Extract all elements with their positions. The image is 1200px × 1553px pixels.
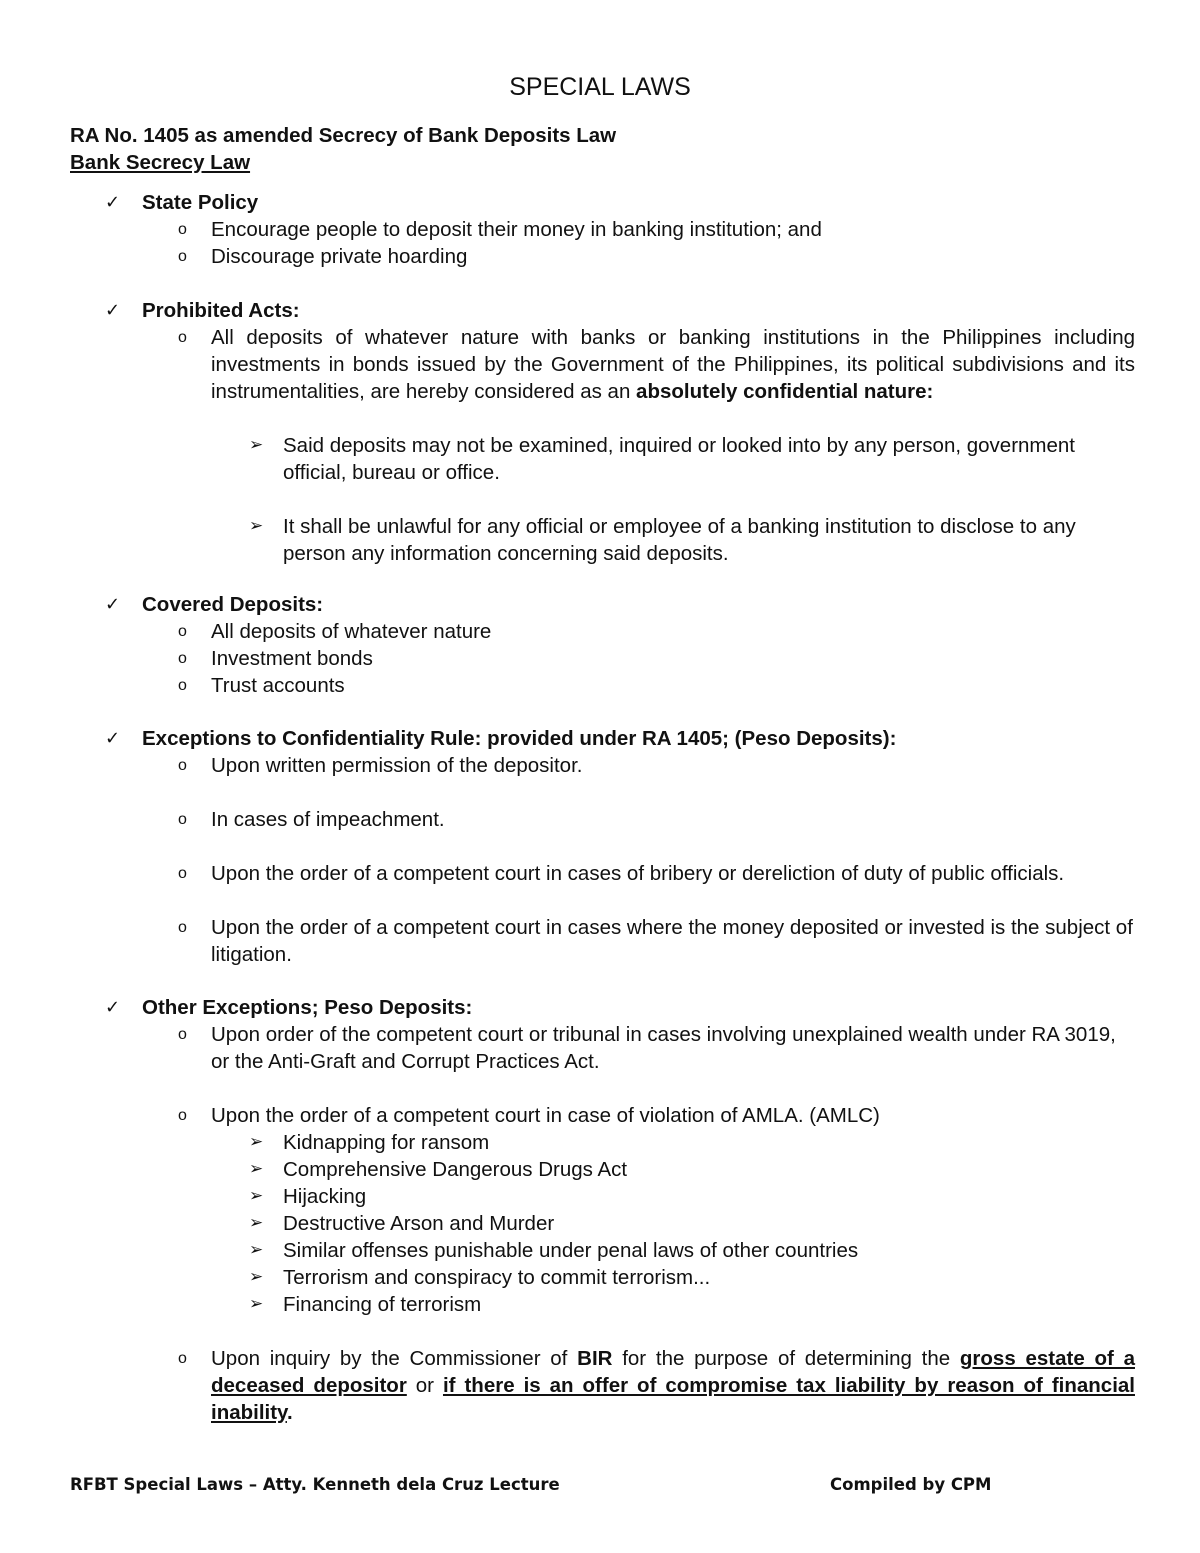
checkmark-icon: ✓ <box>105 594 121 615</box>
list-item: o Discourage private hoarding <box>178 245 468 268</box>
sub-list-item: ➢ Said deposits may not be examined, inquired or looked into by any person, government official, bureau or office. <box>249 434 1076 484</box>
sub-list-item: ➢ Kidnapping for ransom <box>249 1131 490 1154</box>
law-alias: Bank Secrecy Law <box>70 151 251 174</box>
footer-left: RFBT Special Laws – Atty. Kenneth dela Cruz Lecture <box>70 1475 560 1494</box>
circle-bullet-icon: o <box>178 623 187 640</box>
arrow-bullet-icon: ➢ <box>249 1294 264 1314</box>
circle-bullet-icon: o <box>178 757 187 774</box>
sub-list-item: ➢ Hijacking <box>249 1185 367 1208</box>
list-item: o Trust accounts <box>178 674 345 697</box>
section-prohibited-acts <box>105 297 1135 567</box>
sub-list-item: ➢ It shall be unlawful for any official or employee of a banking institution to disclose to any person any information concerning said deposits. <box>249 515 1076 565</box>
list-item: o All deposits of whatever nature <box>178 620 492 643</box>
circle-bullet-icon: o <box>178 248 187 265</box>
arrow-bullet-icon: ➢ <box>249 1240 264 1260</box>
list-item: o Encourage people to deposit their money in banking institution; and <box>178 218 822 241</box>
section-title: Other Exceptions; Peso Deposits: <box>142 996 473 1019</box>
arrow-bullet-icon: ➢ <box>249 1132 264 1152</box>
list-item: o Upon the order of a competent court in cases of bribery or dereliction of duty of public officials. <box>178 862 1065 885</box>
section-other-exceptions <box>105 994 1135 1426</box>
sub-list-item: ➢ Destructive Arson and Murder <box>249 1212 555 1235</box>
checkmark-icon: ✓ <box>105 997 121 1018</box>
circle-bullet-icon: o <box>178 1350 187 1367</box>
sub-list-item: ➢ Comprehensive Dangerous Drugs Act <box>249 1158 628 1181</box>
arrow-bullet-icon: ➢ <box>249 1159 264 1179</box>
list-item: o Upon the order of a competent court in case of violation of AMLA. (AMLC) <box>178 1104 880 1127</box>
list-item: o Upon inquiry by the Commissioner of BIR for the purpose of determining the gross estate of a deceased depositor or if there is an offer of compromise tax liability by reason of financial inability. <box>178 1347 1135 1424</box>
footer-right: Compiled by CPM <box>830 1475 992 1494</box>
arrow-bullet-icon: ➢ <box>249 435 264 455</box>
section-title: Prohibited Acts: <box>142 299 300 322</box>
circle-bullet-icon: o <box>178 650 187 667</box>
section-title: State Policy <box>142 191 259 214</box>
section-covered-deposits <box>105 591 1135 699</box>
sub-list-item: ➢ Terrorism and conspiracy to commit terrorism... <box>249 1266 711 1289</box>
law-title: RA No. 1405 as amended Secrecy of Bank Deposits Law <box>70 124 617 147</box>
sub-list-item: ➢ Similar offenses punishable under penal laws of other countries <box>249 1239 859 1262</box>
arrow-bullet-icon: ➢ <box>249 1186 264 1206</box>
checkmark-icon: ✓ <box>105 192 121 213</box>
list-item: o In cases of impeachment. <box>178 808 445 831</box>
list-item: o Upon written permission of the depositor. <box>178 754 583 777</box>
circle-bullet-icon: o <box>178 811 187 828</box>
section-exceptions <box>105 725 1135 968</box>
sub-list-item: ➢ Financing of terrorism <box>249 1293 482 1316</box>
circle-bullet-icon: o <box>178 865 187 882</box>
circle-bullet-icon: o <box>178 1107 187 1124</box>
list-item: o Investment bonds <box>178 647 373 670</box>
section-state-policy <box>105 189 1135 270</box>
page-title: SPECIAL LAWS <box>509 73 691 101</box>
list-item: o Upon order of the competent court or tribunal in cases involving unexplained wealth under RA 3019, or the Anti-Graft and Corrupt Practices Act. <box>178 1023 1116 1073</box>
circle-bullet-icon: o <box>178 221 187 238</box>
section-title: Exceptions to Confidentiality Rule: provided under RA 1405; (Peso Deposits): <box>142 727 897 750</box>
list-item: o All deposits of whatever nature with banks or banking institutions in the Philippines including investments in bonds issued by the Government of the Philippines, its political subdivisions and its instrumentalities, are hereby considered as an absolutely confidential nature: <box>178 326 1135 403</box>
checkmark-icon: ✓ <box>105 300 121 321</box>
arrow-bullet-icon: ➢ <box>249 1213 264 1233</box>
checkmark-icon: ✓ <box>105 728 121 749</box>
circle-bullet-icon: o <box>178 1026 187 1043</box>
arrow-bullet-icon: ➢ <box>249 516 264 536</box>
arrow-bullet-icon: ➢ <box>249 1267 264 1287</box>
circle-bullet-icon: o <box>178 919 187 936</box>
circle-bullet-icon: o <box>178 329 187 346</box>
circle-bullet-icon: o <box>178 677 187 694</box>
list-item: o Upon the order of a competent court in cases where the money deposited or invested is the subject of litigation. <box>178 916 1133 966</box>
section-title: Covered Deposits: <box>142 593 324 616</box>
